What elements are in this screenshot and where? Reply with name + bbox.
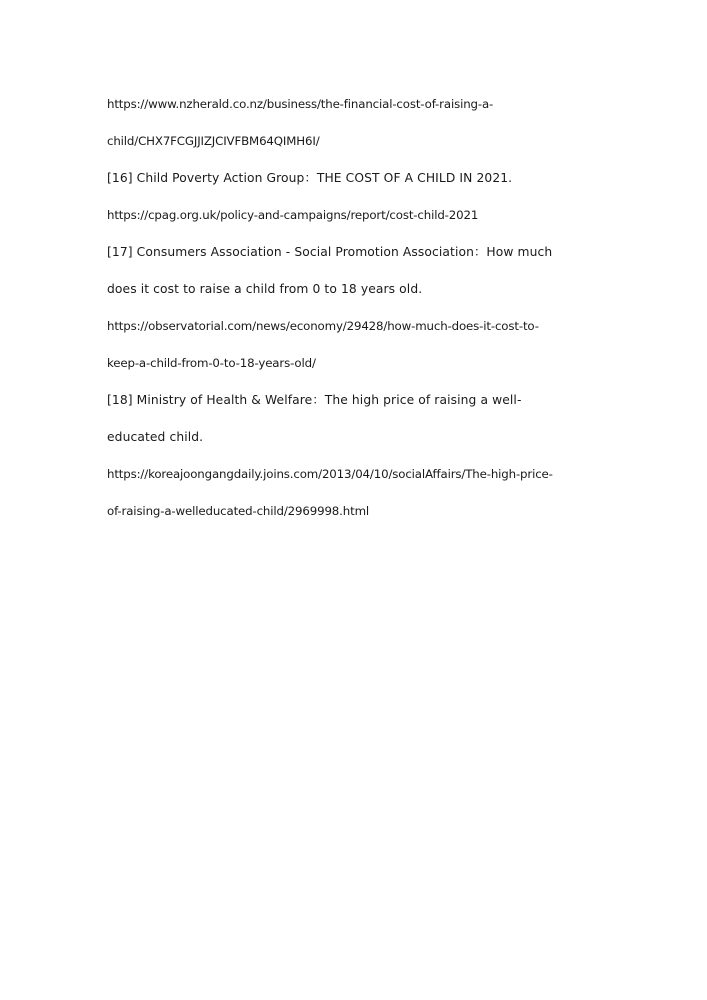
- reference-url-line: https://www.nzherald.co.nz/business/the-financial-cost-of-raising-a-: [107, 97, 494, 111]
- reference-url-line: https://koreajoongangdaily.joins.com/2013/04/10/socialAffairs/The-high-price-: [107, 467, 553, 481]
- reference-citation-line: educated child.: [107, 430, 204, 444]
- reference-url-line: keep-a-child-from-0-to-18-years-old/: [107, 356, 316, 370]
- reference-citation-line: [16] Child Poverty Action Group：THE COST OF A CHILD IN 2021.: [107, 171, 513, 185]
- reference-citation-line: does it cost to raise a child from 0 to 18 years old.: [107, 282, 423, 296]
- reference-url-line: child/CHX7FCGJJIZJCIVFBM64QIMH6I/: [107, 134, 320, 148]
- reference-url-line: https://observatorial.com/news/economy/29428/how-much-does-it-cost-to-: [107, 319, 539, 333]
- reference-url-line: https://cpag.org.uk/policy-and-campaigns/report/cost-child-2021: [107, 208, 479, 222]
- reference-citation-line: [17] Consumers Association - Social Promotion Association：How much: [107, 245, 553, 259]
- reference-citation-line: [18] Ministry of Health & Welfare：The high price of raising a well-: [107, 393, 522, 407]
- reference-url-line: of-raising-a-welleducated-child/2969998.html: [107, 504, 370, 518]
- reference-list: [107, 93, 607, 537]
